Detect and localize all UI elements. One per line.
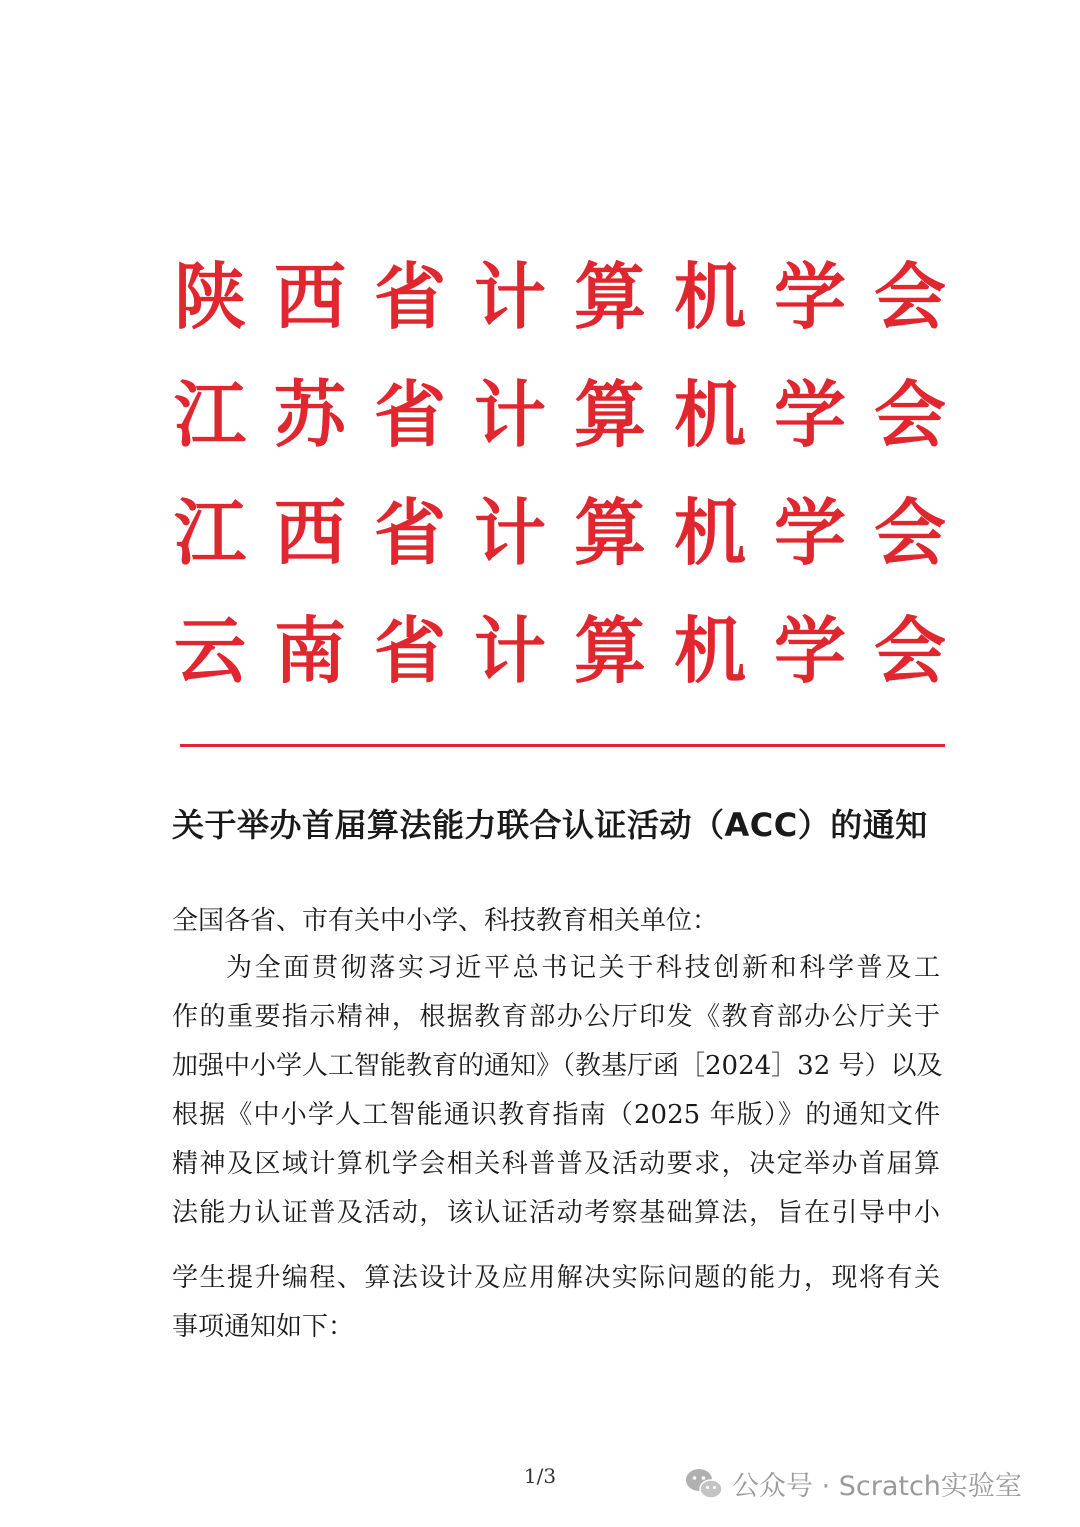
salutation: 全国各省、市有关中小学、科技教育相关单位：	[172, 906, 719, 936]
org-char: 算	[573, 373, 646, 457]
org-char: 学	[773, 255, 846, 339]
org-row-shaanxi	[170, 238, 950, 356]
org-char: 省	[373, 609, 446, 693]
org-char: 云	[173, 609, 246, 693]
org-char: 学	[773, 609, 846, 693]
org-char: 江	[173, 373, 246, 457]
org-row-jiangxi	[170, 474, 950, 592]
org-row-jiangsu	[170, 356, 950, 474]
body-line: 加强中小学人工智能教育的通知》（教基厅函［2024］32 号）以及	[172, 1051, 943, 1081]
org-char: 机	[673, 255, 746, 339]
line-gap	[172, 1238, 940, 1254]
page-number: 1/3	[523, 1464, 557, 1488]
org-char: 计	[473, 491, 546, 575]
org-char: 算	[573, 255, 646, 339]
document-title: 关于举办首届算法能力联合认证活动（ACC）的通知	[172, 806, 928, 844]
org-char: 机	[673, 491, 746, 575]
org-char: 计	[473, 373, 546, 457]
org-char: 江	[173, 491, 246, 575]
org-char: 省	[373, 373, 446, 457]
body-line: 事项通知如下：	[172, 1312, 355, 1342]
org-char: 会	[873, 491, 946, 575]
org-char: 计	[473, 609, 546, 693]
org-char: 算	[573, 491, 646, 575]
body-line: 法能力认证普及活动，该认证活动考察基础算法，旨在引导中小	[172, 1198, 940, 1228]
org-char: 机	[673, 609, 746, 693]
org-char: 计	[473, 255, 546, 339]
wechat-icon	[684, 1466, 724, 1502]
org-char: 苏	[273, 373, 346, 457]
org-char: 学	[773, 373, 846, 457]
body-line: 精神及区域计算机学会相关科普普及活动要求，决定举办首届算	[172, 1149, 940, 1179]
body-line: 为全面贯彻落实习近平总书记关于科技创新和科学普及工	[226, 953, 940, 983]
org-char: 机	[673, 373, 746, 457]
body-line: 作的重要指示精神，根据教育部办公厅印发《教育部办公厅关于	[172, 1002, 940, 1032]
org-char: 西	[273, 255, 346, 339]
org-char: 算	[573, 609, 646, 693]
body-line: 学生提升编程、算法设计及应用解决实际问题的能力，现将有关	[172, 1263, 940, 1293]
org-char: 学	[773, 491, 846, 575]
watermark	[684, 1464, 1022, 1503]
body-line: 根据《中小学人工智能通识教育指南（2025 年版）》的通知文件	[172, 1100, 940, 1130]
org-char: 南	[273, 609, 346, 693]
org-char: 会	[873, 255, 946, 339]
org-char: 会	[873, 609, 946, 693]
org-char: 省	[373, 491, 446, 575]
org-char: 西	[273, 491, 346, 575]
org-char: 省	[373, 255, 446, 339]
org-char: 陕	[173, 255, 246, 339]
org-char: 会	[873, 373, 946, 457]
document-body	[172, 944, 943, 1352]
issuing-organizations	[170, 238, 950, 710]
org-row-yunnan	[170, 592, 950, 710]
watermark-text: 公众号 · Scratch实验室	[732, 1471, 1022, 1502]
red-divider	[180, 744, 945, 747]
